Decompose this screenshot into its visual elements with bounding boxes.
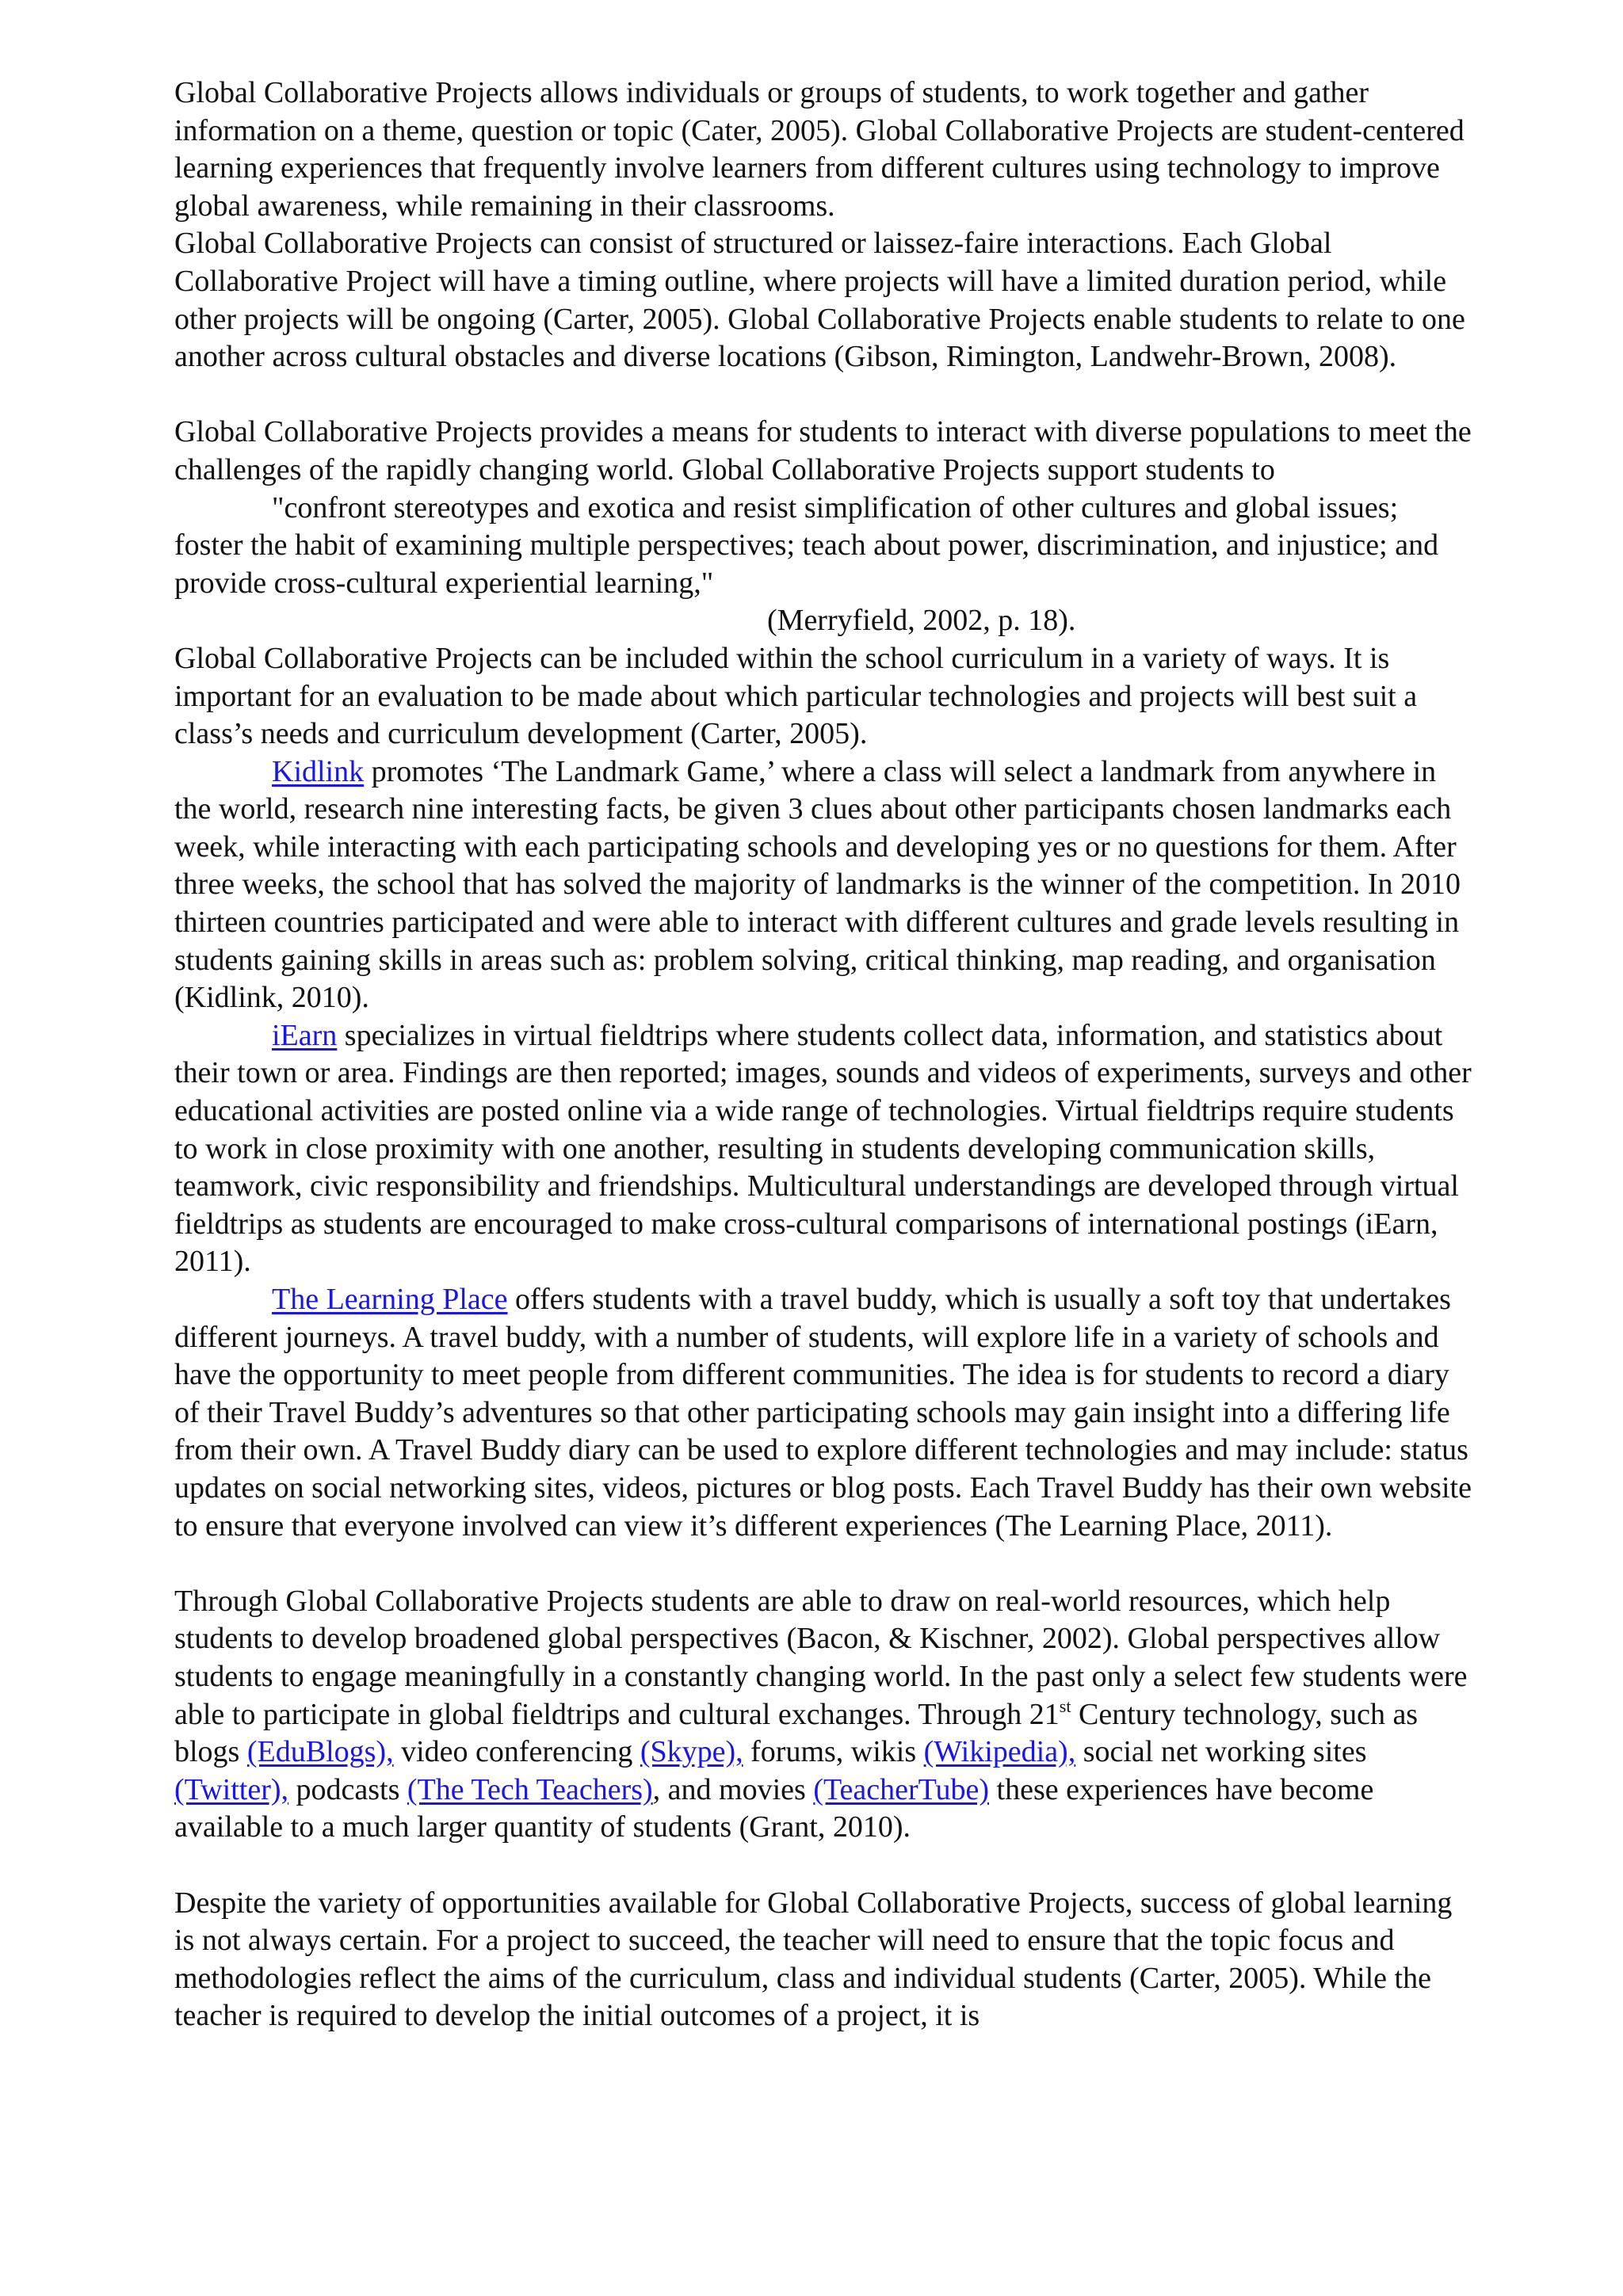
paragraph-gap: [174, 376, 1474, 414]
tech-text-5: social net working sites: [1075, 1735, 1367, 1769]
teachertube-link[interactable]: (TeacherTube): [813, 1772, 990, 1806]
quote-citation: (Merryfield, 2002, p. 18).: [767, 604, 1076, 638]
paragraph-success: Despite the variety of opportunities available for Global Collaborative Projects, success of global learning is not always certain. For a project to succeed, the teacher will need to ensure that the topic focus and methodologies reflect the aims of the curriculum, class and individual students (Carter, 2005). While the teacher is required to develop the initial outcomes of a project, it is: [174, 1886, 1453, 2033]
tech-text-4: forums, wikis: [743, 1735, 924, 1769]
tech-text-3: video conferencing: [393, 1735, 640, 1769]
document-page: [174, 74, 1474, 2035]
tech-text-2: Century technology, such as blogs: [174, 1697, 1419, 1769]
learning-place-text: offers students with a travel buddy, which is usually a soft toy that undertakes different journeys. A travel buddy, with a number of students, will explore life in a variety of schools and have the opportunity to meet people from different communities. The idea is for students to record a diary of their Travel Buddy’s adventures so that other participating schools may gain insight into a differing life from their own. A Travel Buddy diary can be used to explore different technologies and may include: status updates on social networking sites, videos, pictures or blog posts. Each Travel Buddy has their own website to ensure that everyone involved can view it’s different experiences (The Learning Place, 2011).: [174, 1283, 1472, 1543]
paragraph-kidlink: [174, 753, 1474, 1017]
paragraph-structure: Global Collaborative Projects can consist of structured or laissez-faire interactions. Each Global Collaborative Project will have a timing outline, where projects will have a limited duration period, while other projects will be ongoing (Carter, 2005). Global Collaborative Projects enable students to relate to one another across cultural obstacles and diverse locations (Gibson, Rimington, Landwehr-Brown, 2008).: [174, 227, 1465, 374]
paragraph-learning-place: [174, 1281, 1474, 1545]
paragraph-iearn: [174, 1017, 1474, 1281]
paragraph-means: Global Collaborative Projects provides a means for students to interact with diverse populations to meet the challenges of the rapidly changing world. Global Collaborative Projects support students to: [174, 415, 1472, 486]
wikipedia-link[interactable]: (Wikipedia),: [923, 1735, 1076, 1769]
paragraph-curriculum: Global Collaborative Projects can be included within the school curriculum in a variety of ways. It is important for an evaluation to be made about which particular technologies and projects will best suit a class’s needs and curriculum development (Carter, 2005).: [174, 641, 1418, 751]
kidlink-link[interactable]: Kidlink: [272, 754, 365, 788]
twitter-link[interactable]: (Twitter),: [174, 1772, 289, 1806]
iearn-text: specializes in virtual fieldtrips where students collect data, information, and statistics about their town or area. Findings are then reported; images, sounds and videos of experiments, surveys and other educational activities are posted online via a wide range of technologies. Virtual fieldtrips require students to work in close proximity with one another, resulting in students developing communication skills, teamwork, civic responsibility and friendships. Multicultural understandings are developed through virtual fieldtrips as students are encouraged to make cross-cultural comparisons of international postings (iEarn, 2011).: [174, 1018, 1472, 1279]
kidlink-text: promotes ‘The Landmark Game,’ where a class will select a landmark from anywhere in the world, research nine interesting facts, be given 3 clues about other participants chosen landmarks each week, while interacting with each participating schools and developing yes or no questions for them. After three weeks, the school that has solved the majority of landmarks is the winner of the competition. In 2010 thirteen countries participated and were able to interact with different cultures and grade levels resulting in students gaining skills in areas such as: problem solving, critical thinking, map reading, and organisation (Kidlink, 2010).: [174, 754, 1461, 1015]
block-quote: "confront stereotypes and exotica and resist simplification of other cultures and global issues; foster the habit of examining multiple perspectives; teach about power, discrimination, and injustice; and provide cross-cultural experiential learning,": [174, 490, 1439, 600]
tech-text-6: podcasts: [288, 1772, 407, 1806]
paragraph-gap: [174, 1847, 1474, 1885]
iearn-link[interactable]: iEarn: [272, 1018, 338, 1052]
paragraph-intro: Global Collaborative Projects allows individuals or groups of students, to work together and gather information on a theme, question or topic (Cater, 2005). Global Collaborative Projects are student-centered learning experiences that frequently involve learners from different cultures using technology to improve global awareness, while remaining in their classrooms.: [174, 76, 1465, 223]
ordinal-suffix: st: [1059, 1695, 1071, 1716]
tech-teachers-link[interactable]: (The Tech Teachers): [407, 1772, 653, 1806]
paragraph-technology: [174, 1583, 1474, 1847]
learning-place-link[interactable]: The Learning Place: [272, 1283, 508, 1316]
tech-text-1: Through Global Collaborative Projects students are able to draw on real-world resources, which help students to develop broadened global perspectives (Bacon, & Kischner, 2002). Global perspectives allow students to engage meaningfully in a constantly changing world. In the past only a select few students were able to participate in global fieldtrips and cultural exchanges. Through 21: [174, 1584, 1468, 1731]
tech-text-8: these experiences have become available to a much larger quantity of students (Grant, 2010).: [174, 1772, 1374, 1844]
paragraph-gap: [174, 1545, 1474, 1583]
edublogs-link[interactable]: (EduBlogs),: [246, 1735, 394, 1769]
tech-text-7: , and movies: [652, 1772, 814, 1806]
skype-link[interactable]: (Skype),: [640, 1735, 743, 1769]
